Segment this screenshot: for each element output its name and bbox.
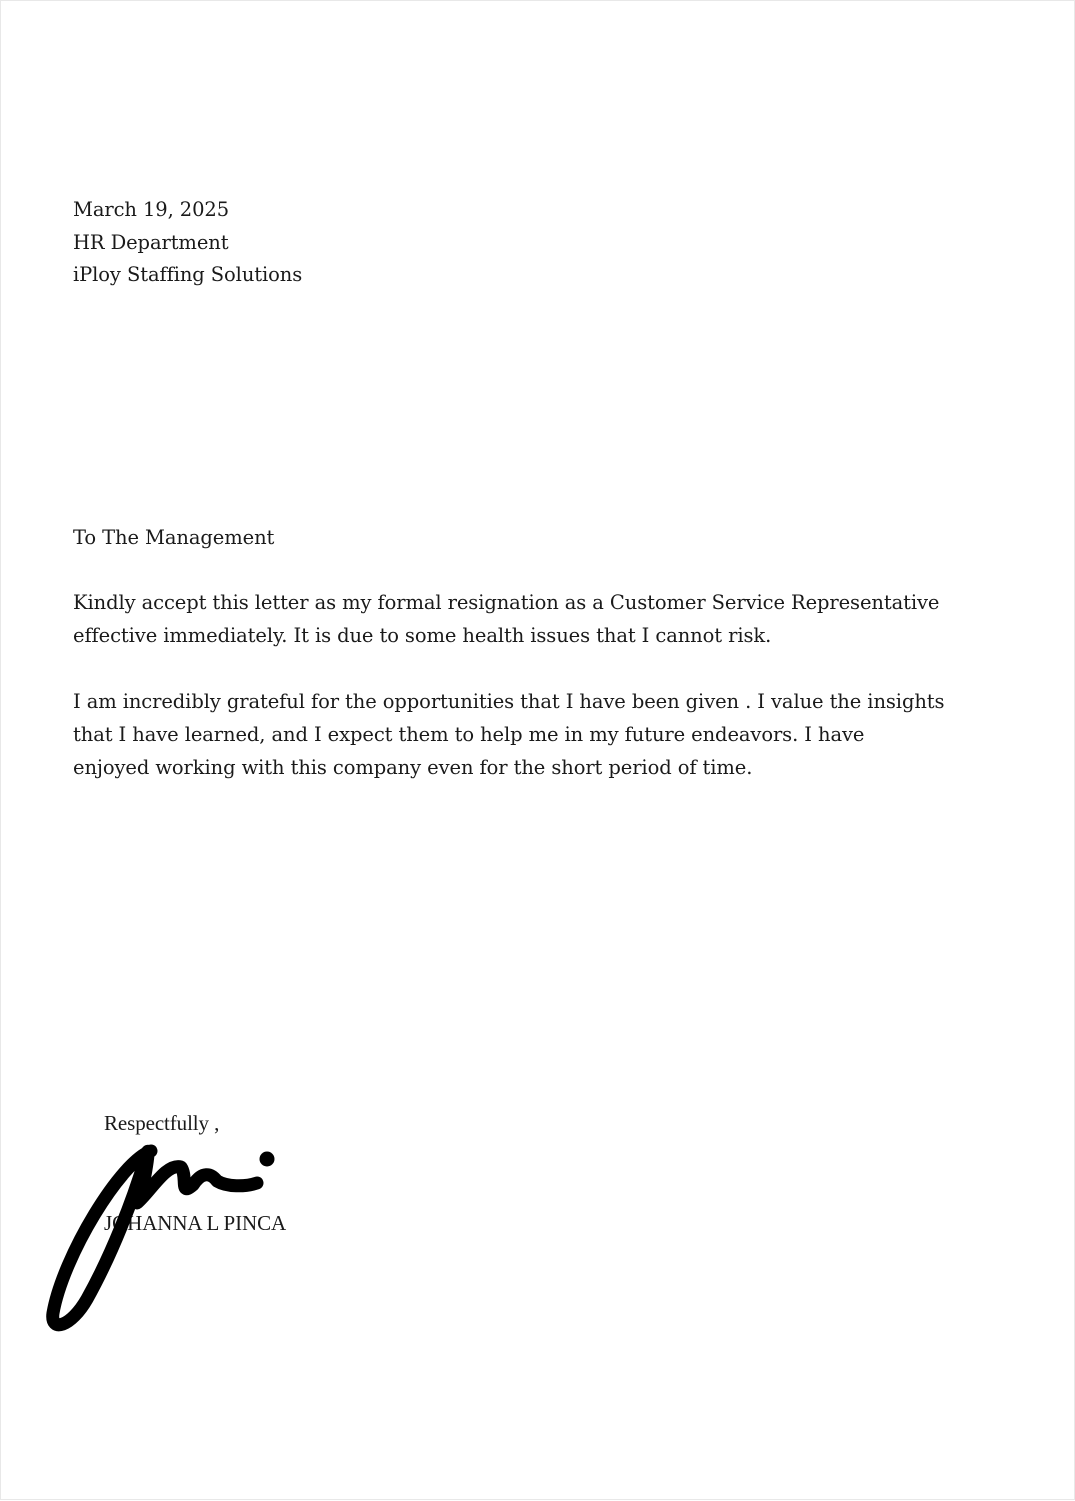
body-line: effective immediately. It is due to some health issues that I cannot risk. — [73, 624, 772, 647]
body-line: that I have learned, and I expect them to help me in my future endeavors. I have — [73, 723, 865, 746]
recipient-company: iPloy Staffing Solutions — [73, 263, 303, 286]
body-line: enjoyed working with this company even for the short period of time. — [73, 756, 753, 779]
signature-dot — [260, 1152, 275, 1167]
body-line: Kindly accept this letter as my formal resignation as a Customer Service Representative — [73, 591, 940, 614]
salutation: To The Management — [73, 526, 275, 549]
recipient-department: HR Department — [73, 231, 229, 254]
body-line: I am incredibly grateful for the opportunities that I have been given . I value the insights — [73, 690, 945, 713]
signer-name: JOHANNA L PINCA — [104, 1211, 287, 1235]
closing: Respectfully , — [104, 1111, 220, 1135]
letter-date: March 19, 2025 — [73, 198, 230, 221]
